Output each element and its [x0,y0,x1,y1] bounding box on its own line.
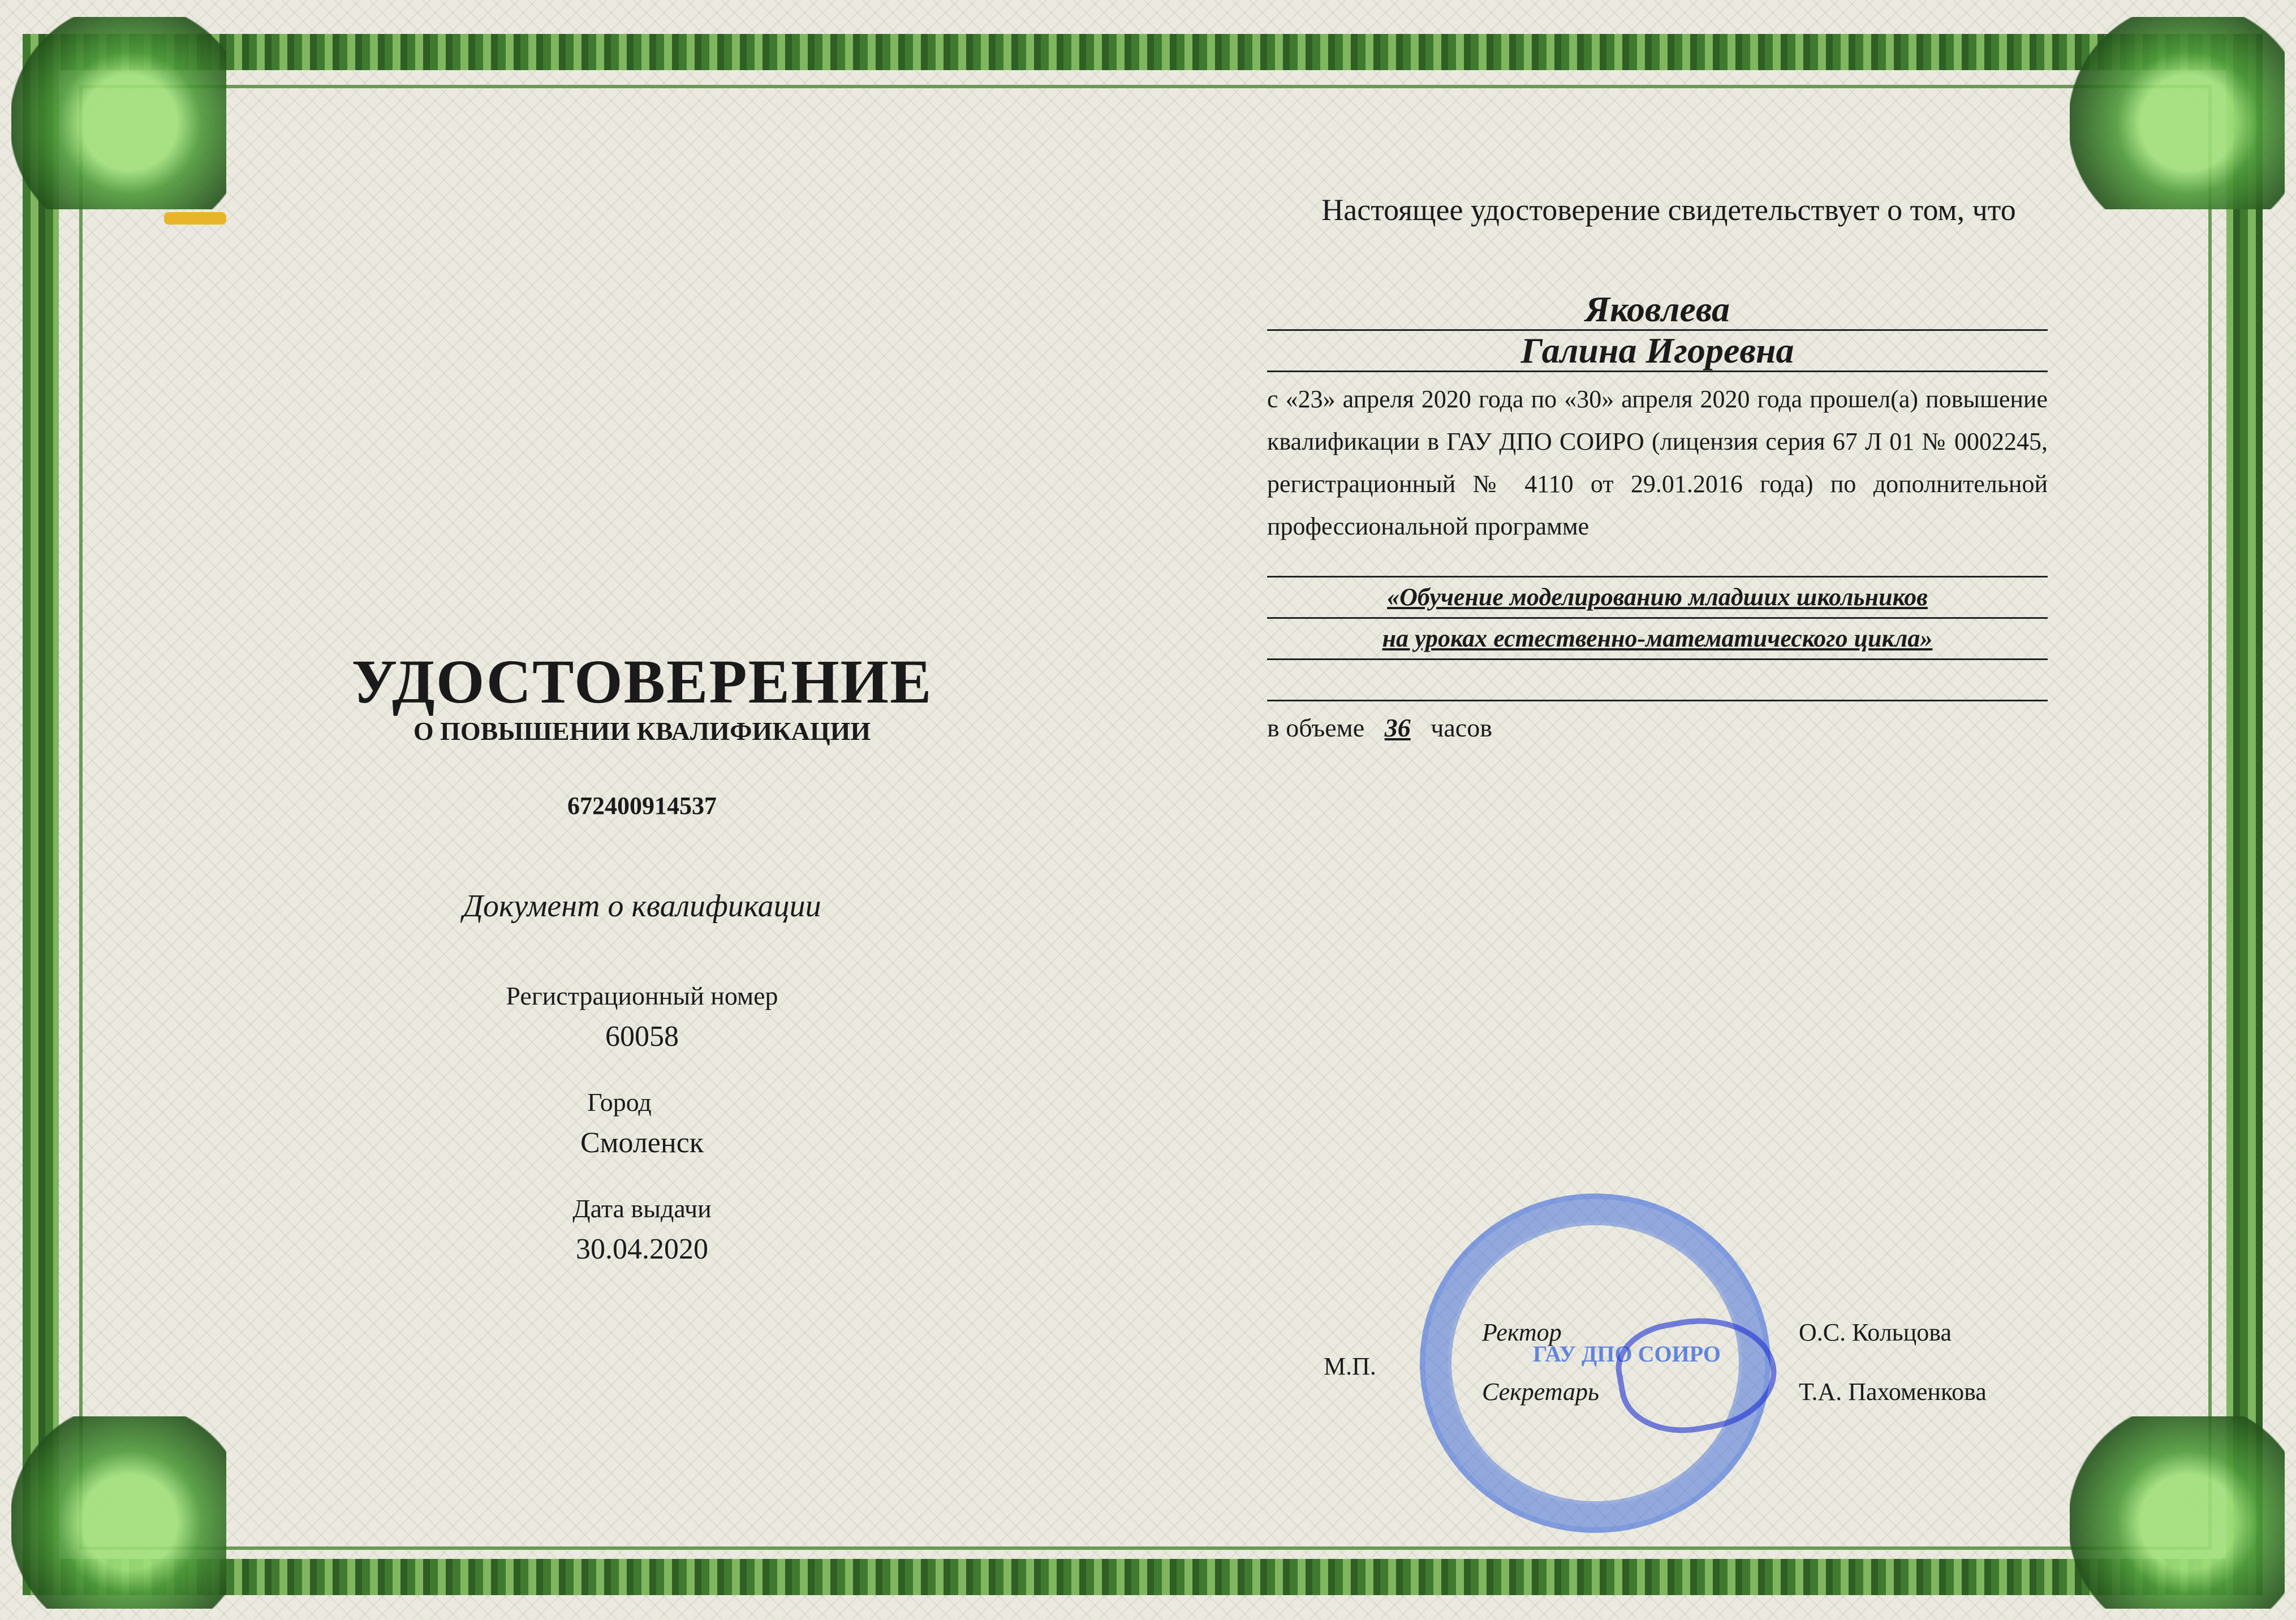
reg-number-value: 60058 [605,1020,679,1053]
hours-suffix: часов [1431,713,1492,742]
city-label: Город [587,1088,652,1117]
city-value: Смоленск [580,1127,704,1159]
corner-ornament-icon [2070,1416,2285,1609]
program-line-1: «Обучение моделированию младших школьников [1267,578,2048,619]
given-names: Галина Игоревна [1267,331,2048,372]
hours-prefix: в объеме [1267,713,1365,742]
training-paragraph: с «23» апреля 2020 года по «30» апреля 2020 года прошел(а) повышение квалификации в ГАУ ДПО СОИРО (лицензия серия 67 Л 01 № 0002245, регистрационный № 4110 от 29.01.2016 года) по дополнительной профессиональной программе [1267,385,2048,540]
intro-text: Настоящее удостоверение свидетельствует о том, что [1321,193,2016,227]
rector-name: О.С. Кольцова [1799,1319,1952,1346]
hours-value: 36 [1384,713,1411,742]
seal-place-label: М.П. [1324,1352,1376,1380]
document-type: Документ о квалификации [463,889,821,924]
reg-number-label: Регистрационный номер [506,981,778,1010]
program-line-2: на уроках естественно-математического цикла» [1267,619,2048,660]
left-page [317,647,967,1266]
surname: Яковлева [1267,290,2048,331]
rector-role: Ректор [1482,1319,1562,1346]
certificate-number: 672400914537 [567,792,717,820]
blank-line [1267,660,2048,701]
secretary-name: Т.А. Пахоменкова [1799,1378,1987,1406]
stamp-text: ГАУ ДПО СОИРО [1533,1341,1721,1367]
corner-ornament-icon [11,1416,226,1609]
certificate-subtitle: О ПОВЫШЕНИИ КВАЛИФИКАЦИИ [413,717,871,746]
blank-line [1267,548,2048,578]
right-page [1267,192,2048,743]
issue-date-value: 30.04.2020 [576,1233,708,1265]
issue-date-label: Дата выдачи [572,1194,712,1223]
corner-ornament-icon [11,17,226,209]
hours-line [1267,713,2048,743]
secretary-role: Секретарь [1482,1378,1600,1406]
corner-ornament-icon [2070,17,2285,209]
security-strip [164,212,226,225]
certificate-title: УДОСТОВЕРЕНИЕ [351,647,933,716]
